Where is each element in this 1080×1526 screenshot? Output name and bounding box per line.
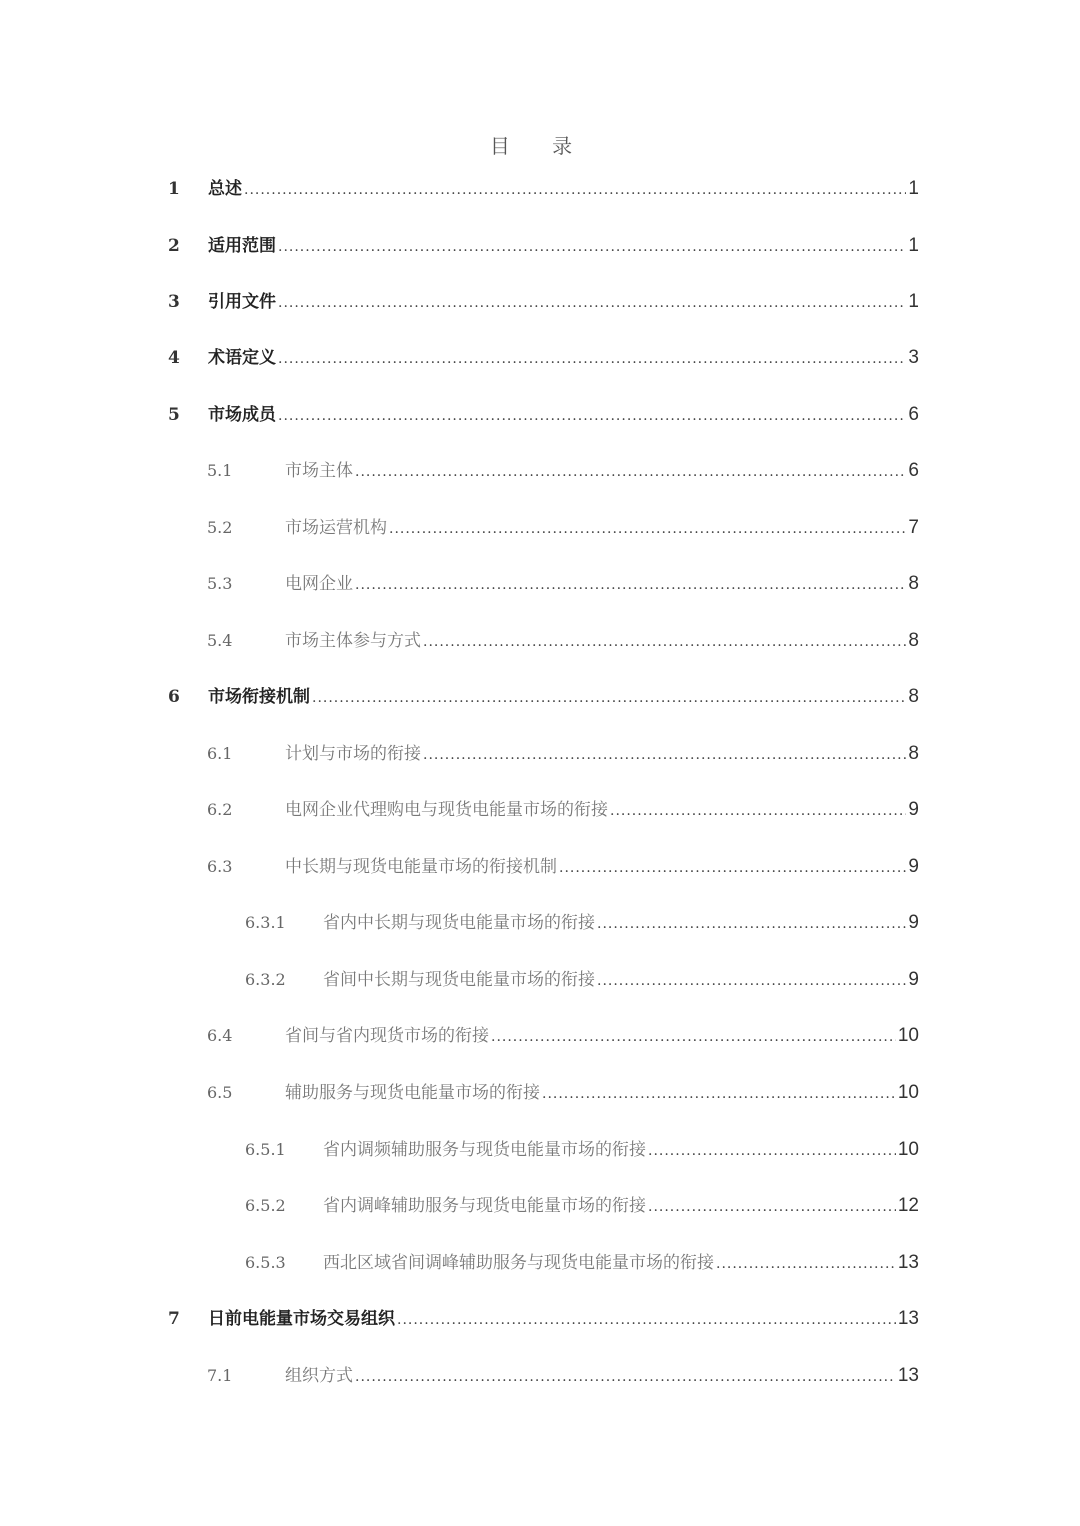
- toc-entry-label: 中长期与现货电能量市场的衔接机制: [285, 857, 557, 877]
- toc-entry-label: 辅助服务与现货电能量市场的衔接: [285, 1083, 540, 1103]
- toc-entry-number: 6.5: [207, 1083, 233, 1102]
- toc-entry-label: 省间与省内现货市场的衔接: [285, 1026, 489, 1046]
- toc-entry: [245, 1191, 919, 1221]
- toc-entry-number: 7: [168, 1309, 180, 1329]
- toc-entry-number: 5.3: [207, 574, 233, 593]
- toc-entry-number: 6.5.3: [245, 1253, 286, 1272]
- toc-entry: [207, 739, 919, 769]
- toc-leader-dots: [648, 1136, 896, 1166]
- toc-entry-label: 电网企业代理购电与现货电能量市场的衔接: [285, 800, 608, 820]
- toc-entry-number: 6.3.1: [245, 913, 286, 932]
- toc-leader-dots: [278, 344, 906, 374]
- toc-entry-label: 市场运营机构: [285, 518, 387, 538]
- toc-entry: [168, 287, 919, 317]
- toc-entry-label: 计划与市场的衔接: [285, 744, 421, 764]
- toc-entry: [207, 626, 919, 656]
- toc-entry-number: 6.3.2: [245, 970, 286, 989]
- toc-entry-label: 西北区域省间调峰辅助服务与现货电能量市场的衔接: [323, 1253, 714, 1273]
- toc-entry: [168, 343, 919, 373]
- toc-entry-number: 5.1: [207, 461, 233, 480]
- toc-entry-label: 省内中长期与现货电能量市场的衔接: [323, 913, 595, 933]
- toc-entry-label: 市场主体参与方式: [285, 631, 421, 651]
- toc-entry: [207, 852, 919, 882]
- toc-entry-page: 9: [908, 912, 919, 933]
- toc-leader-dots: [389, 514, 906, 544]
- toc-entry: [245, 908, 919, 938]
- toc-entry-number: 6.3: [207, 857, 233, 876]
- toc-entry: [168, 174, 919, 204]
- toc-entry-page: 9: [908, 799, 919, 820]
- toc-leader-dots: [610, 796, 906, 826]
- toc-entry-page: 10: [897, 1139, 919, 1160]
- toc-entry-number: 2: [168, 236, 180, 256]
- toc-entry: [245, 1135, 919, 1165]
- toc-leader-dots: [397, 1305, 896, 1335]
- toc-leader-dots: [278, 232, 906, 262]
- toc-leader-dots: [491, 1022, 896, 1052]
- toc-entry-label: 省内调峰辅助服务与现货电能量市场的衔接: [323, 1196, 646, 1216]
- toc-entry-label: 市场衔接机制: [208, 687, 310, 707]
- toc-leader-dots: [355, 1362, 896, 1392]
- toc-leader-dots: [559, 853, 906, 883]
- toc-leader-dots: [355, 457, 906, 487]
- toc-entry-number: 6.5.1: [245, 1140, 286, 1159]
- toc-entry: [168, 400, 919, 430]
- toc-entry-page: 9: [908, 969, 919, 990]
- toc-entry-label: 日前电能量市场交易组织: [208, 1309, 395, 1329]
- toc-entry-page: 8: [908, 743, 919, 764]
- toc-entry-page: 13: [897, 1252, 919, 1273]
- toc-entry-number: 1: [168, 179, 180, 199]
- toc-entry-label: 术语定义: [208, 348, 276, 368]
- toc-entry: [207, 1021, 919, 1051]
- toc-entry-number: 7.1: [207, 1366, 233, 1385]
- toc-entry-page: 8: [908, 630, 919, 651]
- toc-entry-number: 5: [168, 405, 180, 425]
- toc-entry-page: 3: [908, 347, 919, 368]
- toc-leader-dots: [648, 1192, 896, 1222]
- toc-entry-page: 8: [908, 686, 919, 707]
- toc-entry-page: 7: [908, 517, 919, 538]
- toc-entry-number: 6.4: [207, 1026, 233, 1045]
- toc-entry-number: 5.2: [207, 518, 233, 537]
- toc-entry-number: 6.2: [207, 800, 233, 819]
- toc-entry: [245, 1248, 919, 1278]
- toc-entry-page: 10: [897, 1082, 919, 1103]
- toc-leader-dots: [278, 288, 906, 318]
- toc-entry-page: 12: [897, 1195, 919, 1216]
- toc-leader-dots: [423, 740, 906, 770]
- toc-entry-label: 市场主体: [285, 461, 353, 481]
- toc-entry: [207, 456, 919, 486]
- toc-title: 目 录: [489, 134, 591, 158]
- toc-leader-dots: [244, 175, 906, 205]
- toc-entry: [207, 569, 919, 599]
- toc-entry-label: 市场成员: [208, 405, 276, 425]
- toc-entry-page: 1: [908, 178, 919, 199]
- toc-entry-page: 10: [897, 1025, 919, 1046]
- toc-leader-dots: [542, 1079, 896, 1109]
- toc-entry-label: 总述: [208, 179, 242, 199]
- toc-leader-dots: [355, 570, 906, 600]
- toc-entry-number: 6: [168, 687, 180, 707]
- toc-entry-page: 13: [897, 1365, 919, 1386]
- toc-entry-number: 3: [168, 292, 180, 312]
- toc-entry-label: 电网企业: [285, 574, 353, 594]
- toc-entry-label: 适用范围: [208, 236, 276, 256]
- toc-entry: [207, 1078, 919, 1108]
- toc-entry: [207, 513, 919, 543]
- toc-entry-page: 13: [897, 1308, 919, 1329]
- toc-entry-page: 1: [908, 235, 919, 256]
- toc-entry: [168, 1304, 919, 1334]
- toc-entry-page: 6: [908, 460, 919, 481]
- toc-entry-label: 省间中长期与现货电能量市场的衔接: [323, 970, 595, 990]
- toc-entry-page: 9: [908, 856, 919, 877]
- toc-entry-number: 6.5.2: [245, 1196, 286, 1215]
- toc-entry: [168, 231, 919, 261]
- toc-entry-label: 组织方式: [285, 1366, 353, 1386]
- toc-entry-number: 6.1: [207, 744, 233, 763]
- toc-leader-dots: [312, 683, 906, 713]
- toc-entry: [245, 965, 919, 995]
- toc-leader-dots: [597, 966, 906, 996]
- toc-leader-dots: [278, 401, 906, 431]
- toc-leader-dots: [716, 1249, 896, 1279]
- toc-entry: [207, 1361, 919, 1391]
- toc-entry-label: 引用文件: [208, 292, 276, 312]
- toc-entry: [207, 795, 919, 825]
- toc-entry-number: 5.4: [207, 631, 233, 650]
- toc-entry-number: 4: [168, 348, 180, 368]
- toc-leader-dots: [423, 627, 906, 657]
- toc-leader-dots: [597, 909, 906, 939]
- toc-entry: [168, 682, 919, 712]
- toc-entry-label: 省内调频辅助服务与现货电能量市场的衔接: [323, 1140, 646, 1160]
- toc-entry-page: 6: [908, 404, 919, 425]
- toc-entry-page: 8: [908, 573, 919, 594]
- toc-entry-page: 1: [908, 291, 919, 312]
